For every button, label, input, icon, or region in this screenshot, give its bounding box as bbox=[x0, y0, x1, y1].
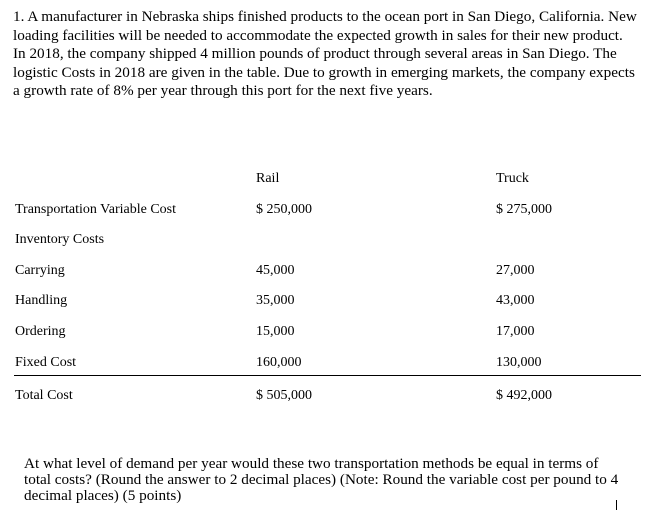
truck-carrying: 27,000 bbox=[496, 263, 535, 278]
rail-handling: 35,000 bbox=[256, 293, 295, 308]
rail-transportation-variable-cost: $ 250,000 bbox=[256, 202, 312, 217]
header-truck: Truck bbox=[496, 171, 529, 186]
total-divider-line bbox=[14, 375, 641, 376]
row-label-fixed-cost: Fixed Cost bbox=[15, 355, 77, 370]
truck-ordering: 17,000 bbox=[496, 324, 535, 339]
text-cursor bbox=[616, 500, 617, 510]
row-label-carrying: Carrying bbox=[15, 263, 65, 278]
rail-carrying: 45,000 bbox=[256, 263, 295, 278]
row-label-handling: Handling bbox=[15, 293, 68, 308]
row-label-inventory-costs: Inventory Costs bbox=[15, 232, 105, 247]
truck-fixed-cost: 130,000 bbox=[496, 355, 542, 370]
problem-question: At what level of demand per year would these two transportation methods be equal in terms of total costs? (Round the answer to 2 decimal places) (Note: Round the variable cost per pound to 4 decimal places) (5 points) bbox=[24, 455, 619, 504]
truck-total-cost: $ 492,000 bbox=[496, 388, 552, 403]
problem-intro: 1. A manufacturer in Nebraska ships finished products to the ocean port in San Diego, California. New loading facilities will be needed to accommodate the expected growth in sales for their new product. In 2018, the company shipped 4 million pounds of product through several areas in San Diego. The logistic Costs in 2018 are given in the table. Due to growth in emerging markets, the company expects a growth rate of 8% per year through this port for the next five years. bbox=[13, 8, 637, 100]
truck-transportation-variable-cost: $ 275,000 bbox=[496, 202, 552, 217]
truck-handling: 43,000 bbox=[496, 293, 535, 308]
rail-ordering: 15,000 bbox=[256, 324, 295, 339]
row-label-total-cost: Total Cost bbox=[15, 388, 73, 403]
row-label-transportation-variable-cost: Transportation Variable Cost bbox=[15, 202, 176, 217]
rail-total-cost: $ 505,000 bbox=[256, 388, 312, 403]
rail-fixed-cost: 160,000 bbox=[256, 355, 302, 370]
row-label-ordering: Ordering bbox=[15, 324, 66, 339]
header-rail: Rail bbox=[256, 171, 280, 186]
